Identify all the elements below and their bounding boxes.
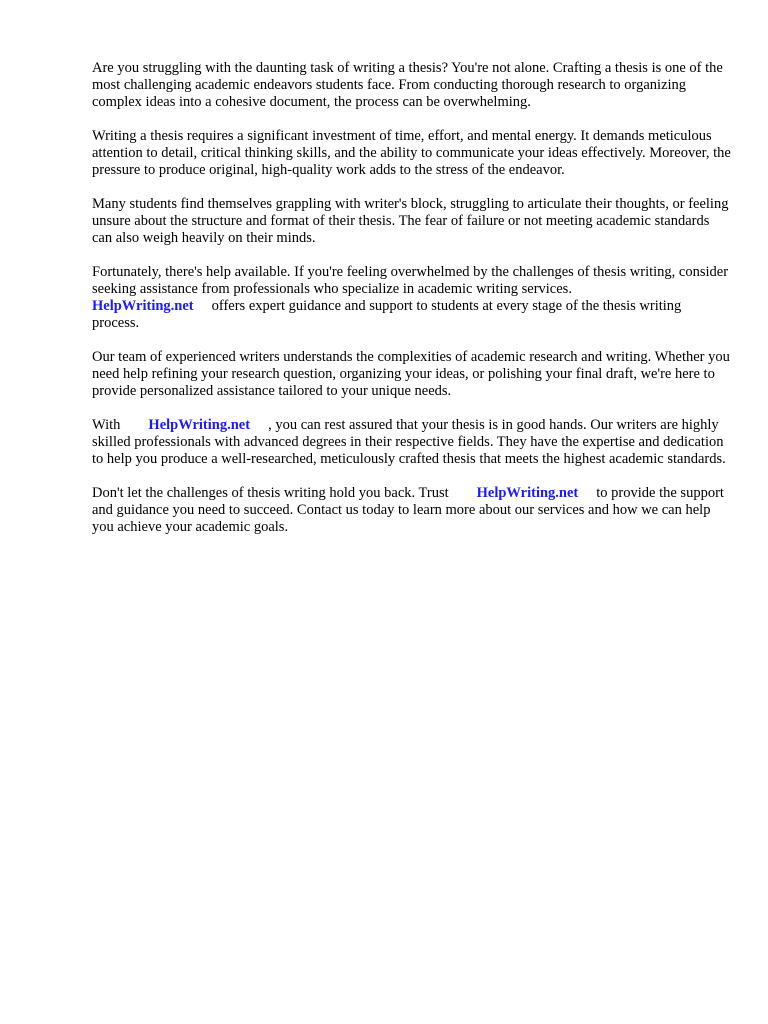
paragraph-closing xyxy=(92,485,732,536)
paragraph-with-text-before: With xyxy=(92,417,121,433)
paragraph-closing-text-before: Don't let the challenges of thesis writing hold you back. Trust xyxy=(92,485,449,501)
paragraph-team: Our team of experienced writers understands the complexities of academic research and writing. Whether you need help refining your research question, organizing your ideas, or polishing your final draft, we're here to provide personalized assistance tailored to your unique needs. xyxy=(92,349,730,399)
paragraph-investment: Writing a thesis requires a significant investment of time, effort, and mental energy. It demands meticulous attention to detail, critical thinking skills, and the ability to communicate your ideas effectively. Moreover, the pressure to produce original, high-quality work adds to the stress of the endeavor. xyxy=(92,128,731,178)
paragraph-closing-text-after: to provide the support and guidance you need to succeed. Contact us today to learn more about our services and how we can help you achieve your academic goals. xyxy=(92,485,724,535)
paragraph-with xyxy=(92,417,732,468)
paragraph-help-available-text-before: Fortunately, there's help available. If you're feeling overwhelmed by the challenges of thesis writing, consider seeking assistance from professionals who specialize in academic writing services. xyxy=(92,264,729,297)
helpwriting-link-3[interactable]: HelpWriting.net xyxy=(476,485,579,501)
helpwriting-link-2[interactable]: HelpWriting.net xyxy=(148,417,251,433)
paragraph-intro: Are you struggling with the daunting task of writing a thesis? You're not alone. Crafting a thesis is one of the most challenging academic endeavors students face. From conducting thorough research to organizing complex ideas into a cohesive document, the process can be overwhelming. xyxy=(92,60,723,110)
paragraph-struggles: Many students find themselves grappling with writer's block, struggling to articulate their thoughts, or feeling unsure about the structure and format of their thesis. The fear of failure or not meeting academic standards can also weigh heavily on their minds. xyxy=(92,196,729,246)
helpwriting-link-1[interactable]: HelpWriting.net xyxy=(92,298,194,314)
paragraph-help-available-text-after: offers expert guidance and support to students at every stage of the thesis writing process. xyxy=(92,298,682,331)
paragraph-with-text-after: , you can rest assured that your thesis is in good hands. Our writers are highly skilled professionals with advanced degrees in their respective fields. They have the expertise and dedication to help you produce a well-researched, meticulously crafted thesis that meets the highest academic standards. xyxy=(92,417,726,467)
paragraph-help-available xyxy=(92,264,732,332)
document-page xyxy=(92,60,732,553)
